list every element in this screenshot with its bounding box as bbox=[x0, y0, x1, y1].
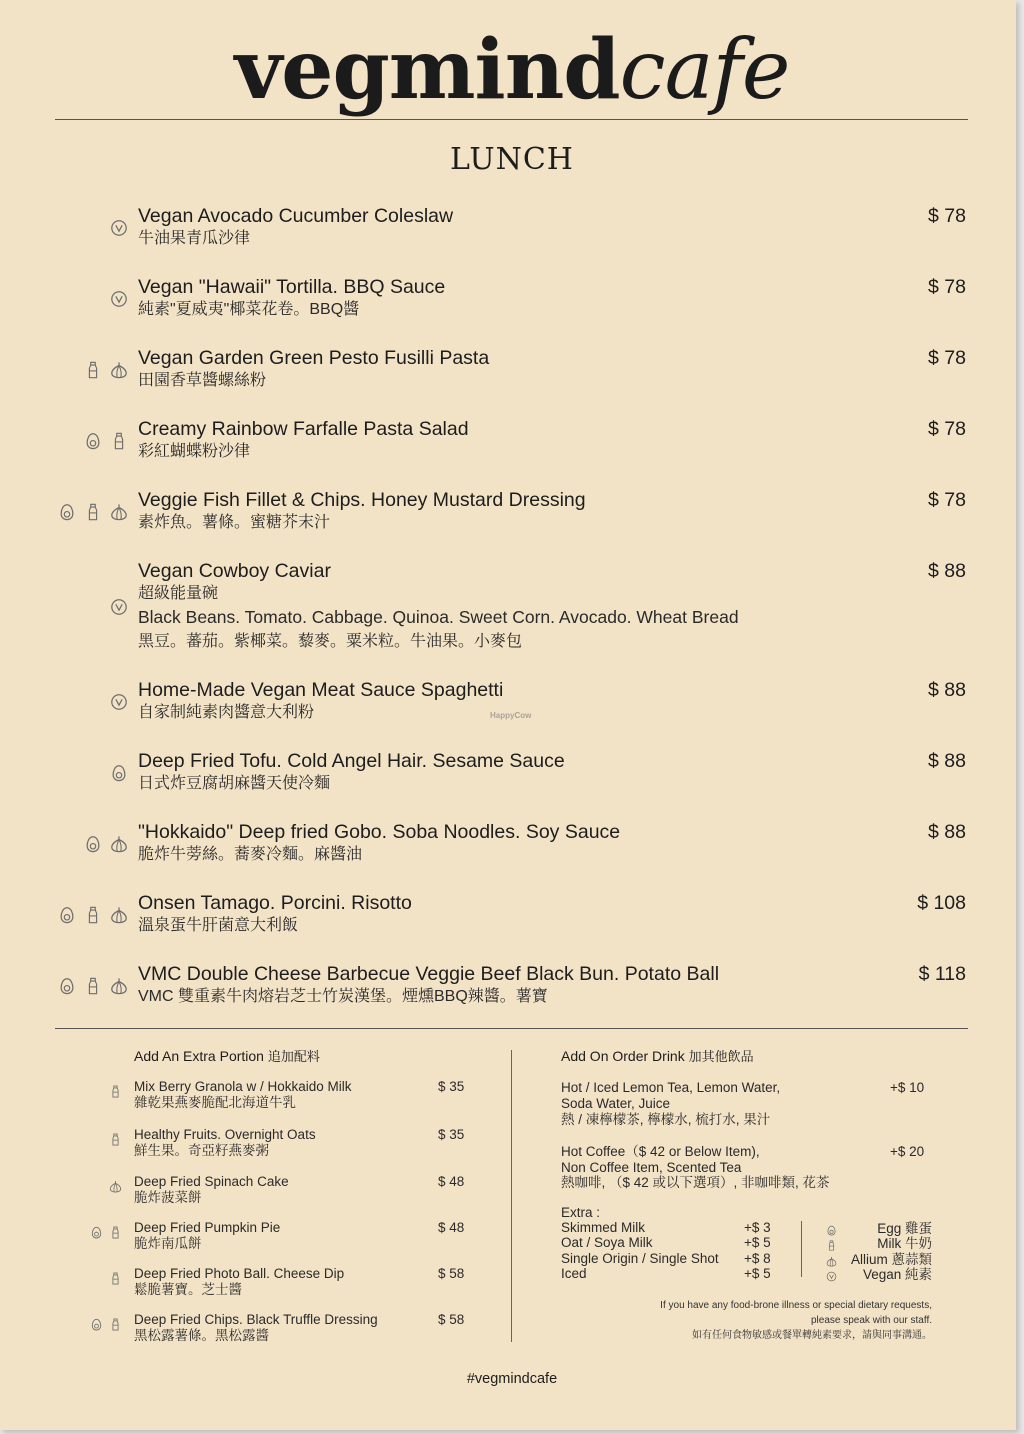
top-divider bbox=[55, 119, 968, 120]
lunch-item-price: $ 108 bbox=[917, 892, 966, 914]
drink-group-1-line3: 熱 / 凍檸檬茶, 檸檬水, 梳打水, 果汁 bbox=[561, 1112, 771, 1127]
lunch-item-icons bbox=[84, 432, 128, 450]
lunch-item-icons bbox=[58, 977, 128, 995]
lunch-item-price: $ 88 bbox=[928, 560, 966, 582]
egg-icon bbox=[84, 835, 102, 853]
milk-icon bbox=[84, 361, 102, 379]
lunch-item bbox=[0, 558, 1024, 656]
extra-item-name-zh: 鮮生果。奇亞籽燕麥粥 bbox=[134, 1143, 269, 1158]
extra-item-name: Mix Berry Granola w / Hokkaido Milk bbox=[134, 1079, 352, 1094]
drink-group-1-line1: Hot / Iced Lemon Tea, Lemon Water, bbox=[561, 1080, 781, 1095]
milk-icon bbox=[110, 432, 128, 450]
legend-label: Egg 雞蛋 bbox=[877, 1221, 932, 1236]
extra-item-icons bbox=[109, 1272, 122, 1285]
extra-portion-item bbox=[0, 1312, 500, 1344]
dietary-note-line1: If you have any food-brone illness or special dietary requests, bbox=[660, 1300, 932, 1311]
egg-icon bbox=[58, 906, 76, 924]
lunch-item bbox=[0, 274, 1024, 324]
legend-label: Vegan 純素 bbox=[862, 1266, 932, 1282]
lunch-item-price: $ 78 bbox=[928, 276, 966, 298]
extra-item-price: $ 48 bbox=[438, 1220, 465, 1235]
lunch-item-icons bbox=[58, 503, 128, 521]
drink-extra-label: Iced bbox=[561, 1265, 587, 1281]
extra-portion-item bbox=[0, 1079, 500, 1111]
brand-name-italic: cafe bbox=[619, 23, 790, 118]
egg-icon bbox=[110, 764, 128, 782]
lunch-item-icons bbox=[84, 835, 128, 853]
milk-icon bbox=[109, 1085, 122, 1098]
lunch-item-price: $ 78 bbox=[928, 205, 966, 227]
allium-icon bbox=[110, 977, 128, 995]
legend-label: Milk 牛奶 bbox=[877, 1236, 932, 1252]
lunch-item-ingredients: Black Beans. Tomato. Cabbage. Quinoa. Sweet Corn. Avocado. Wheat Bread bbox=[138, 607, 739, 627]
lunch-item-name-zh: VMC 雙重素牛肉熔岩芝士竹炭漢堡。煙燻BBQ辣醬。薯寶 bbox=[138, 988, 548, 1005]
vegan-icon bbox=[110, 693, 128, 711]
drink-group-1-line2: Soda Water, Juice bbox=[561, 1096, 671, 1111]
lunch-item bbox=[0, 487, 1024, 537]
lunch-item bbox=[0, 416, 1024, 466]
extra-item-icons bbox=[109, 1180, 122, 1193]
lunch-item-name: Veggie Fish Fillet & Chips. Honey Mustard Dressing bbox=[138, 489, 586, 511]
lunch-item bbox=[0, 890, 1024, 940]
lunch-item-name: Vegan "Hawaii" Tortilla. BBQ Sauce bbox=[138, 276, 446, 298]
brand-name-bold: vegmind bbox=[234, 22, 620, 118]
vegan-icon bbox=[110, 598, 128, 616]
lunch-item-price: $ 118 bbox=[918, 963, 966, 985]
egg-icon bbox=[58, 977, 76, 995]
lunch-item-name-zh: 彩紅蝴蝶粉沙律 bbox=[138, 443, 251, 460]
drink-extra-label: Single Origin / Single Shot bbox=[561, 1250, 719, 1266]
lunch-item-icons bbox=[58, 906, 128, 924]
drink-extra-label: Skimmed Milk bbox=[561, 1220, 646, 1235]
allium-icon bbox=[110, 503, 128, 521]
egg-icon bbox=[826, 1225, 837, 1236]
extra-item-price: $ 58 bbox=[438, 1312, 465, 1327]
order-drink-title: Add On Order Drink 加其他飲品 bbox=[561, 1048, 754, 1064]
extra-item-name-zh: 脆炸南瓜餅 bbox=[134, 1236, 202, 1251]
lunch-item-name-zh: 脆炸牛蒡絲。蕎麥冷麵。麻醬油 bbox=[138, 846, 363, 863]
lunch-item-name-zh: 牛油果青瓜沙律 bbox=[138, 230, 251, 247]
egg-icon bbox=[58, 503, 76, 521]
vegan-icon bbox=[110, 219, 128, 237]
drink-group-1-price: +$ 10 bbox=[890, 1080, 925, 1095]
extra-item-name: Deep Fried Photo Ball. Cheese Dip bbox=[134, 1266, 345, 1281]
drink-group-2-line3: 熱咖啡, （$ 42 或以下選項）, 非咖啡類, 花茶 bbox=[561, 1175, 830, 1190]
legend-icon bbox=[826, 1269, 837, 1287]
extra-item-name: Healthy Fruits. Overnight Oats bbox=[134, 1127, 316, 1142]
middle-divider bbox=[55, 1028, 968, 1029]
allium-icon bbox=[110, 835, 128, 853]
extra-portion-title: Add An Extra Portion 追加配料 bbox=[134, 1048, 320, 1064]
vegan-icon bbox=[826, 1271, 837, 1282]
milk-icon bbox=[109, 1318, 122, 1331]
lunch-item-name-zh: 超級能量碗 bbox=[138, 585, 219, 602]
egg-icon bbox=[90, 1226, 103, 1239]
section-title: LUNCH bbox=[450, 142, 574, 177]
lunch-item-price: $ 88 bbox=[928, 750, 966, 772]
drink-extra-label: Oat / Soya Milk bbox=[561, 1235, 653, 1251]
lunch-item bbox=[0, 961, 1024, 1011]
brand-logo bbox=[0, 22, 1024, 119]
extra-item-price: $ 48 bbox=[438, 1174, 465, 1189]
lunch-item-icons bbox=[110, 764, 128, 782]
column-divider bbox=[511, 1050, 512, 1342]
lunch-item-name-zh: 日式炸豆腐胡麻醬天使冷麵 bbox=[138, 775, 331, 792]
allium-icon bbox=[826, 1256, 837, 1267]
drink-extra-price: +$ 5 bbox=[744, 1235, 771, 1251]
lunch-item-name: Creamy Rainbow Farfalle Pasta Salad bbox=[138, 418, 469, 440]
drink-group-2-price: +$ 20 bbox=[890, 1144, 925, 1159]
egg-icon bbox=[90, 1318, 103, 1331]
legend-item bbox=[820, 1221, 932, 1236]
extra-item-price: $ 58 bbox=[438, 1266, 465, 1281]
lunch-item-price: $ 88 bbox=[928, 679, 966, 701]
drink-extra-price: +$ 8 bbox=[744, 1250, 771, 1266]
lunch-item-icons bbox=[110, 219, 128, 237]
lunch-item-name: Vegan Cowboy Caviar bbox=[138, 560, 331, 582]
extra-item-price: $ 35 bbox=[438, 1079, 465, 1094]
drink-extra-price: +$ 3 bbox=[744, 1220, 771, 1235]
lunch-item-price: $ 88 bbox=[928, 821, 966, 843]
lunch-item-icons bbox=[110, 598, 128, 616]
lunch-item-name-zh: 自家制純素肉醬意大利粉 bbox=[138, 704, 315, 721]
lunch-item-name: Onsen Tamago. Porcini. Risotto bbox=[138, 892, 412, 914]
extra-item-name-zh: 雜乾果燕麥脆配北海道牛乳 bbox=[134, 1095, 296, 1110]
drink-group-2-line2: Non Coffee Item, Scented Tea bbox=[561, 1160, 742, 1175]
lunch-item-name-zh: 溫泉蛋牛肝菌意大利飯 bbox=[138, 917, 299, 934]
lunch-item-name: Vegan Avocado Cucumber Coleslaw bbox=[138, 205, 454, 227]
extra-portion-item bbox=[0, 1174, 500, 1206]
milk-icon bbox=[84, 503, 102, 521]
dietary-note-line3: 如有任何食物敏感或餐單轉純素要求，請與同事溝通。 bbox=[692, 1330, 932, 1341]
lunch-item bbox=[0, 345, 1024, 395]
milk-icon bbox=[84, 906, 102, 924]
drink-extra-price: +$ 5 bbox=[744, 1265, 771, 1281]
extra-item-icons bbox=[109, 1085, 122, 1098]
lunch-item-name: Home-Made Vegan Meat Sauce Spaghetti bbox=[138, 679, 504, 701]
legend-divider bbox=[801, 1221, 802, 1277]
extra-item-name-zh: 脆炸菠菜餅 bbox=[134, 1190, 202, 1205]
lunch-item-name: Vegan Garden Green Pesto Fusilli Pasta bbox=[138, 347, 490, 369]
lunch-item-price: $ 78 bbox=[928, 347, 966, 369]
allium-icon bbox=[109, 1180, 122, 1193]
dietary-note-line2: please speak with our staff. bbox=[811, 1315, 932, 1326]
legend-item bbox=[820, 1252, 932, 1267]
extra-item-icons bbox=[90, 1226, 122, 1239]
extra-item-name: Deep Fried Chips. Black Truffle Dressing bbox=[134, 1312, 378, 1327]
vegan-icon bbox=[110, 290, 128, 308]
lunch-item-name: "Hokkaido" Deep fried Gobo. Soba Noodles. Soy Sauce bbox=[138, 821, 621, 843]
drink-extra-title: Extra : bbox=[561, 1205, 601, 1220]
milk-icon bbox=[109, 1272, 122, 1285]
extra-item-icons bbox=[90, 1318, 122, 1331]
milk-icon bbox=[109, 1133, 122, 1146]
lunch-item-name-zh: 田園香草醬螺絲粉 bbox=[138, 372, 267, 389]
egg-icon bbox=[84, 432, 102, 450]
hashtag: #vegmindcafe bbox=[466, 1371, 558, 1387]
lunch-item-name-zh: 素炸魚。薯條。蜜糖芥末汁 bbox=[138, 514, 331, 531]
extra-item-icons bbox=[109, 1133, 122, 1146]
lunch-item-icons bbox=[84, 361, 128, 379]
lunch-item-price: $ 78 bbox=[928, 489, 966, 511]
extra-item-name-zh: 鬆脆薯寶。芝士醬 bbox=[134, 1282, 242, 1297]
watermark: HappyCow bbox=[490, 711, 532, 720]
lunch-item-icons bbox=[110, 693, 128, 711]
lunch-item-price: $ 78 bbox=[928, 418, 966, 440]
legend-item bbox=[820, 1236, 932, 1251]
legend-item bbox=[820, 1267, 932, 1282]
extra-item-name: Deep Fried Spinach Cake bbox=[134, 1174, 289, 1189]
allium-icon bbox=[110, 361, 128, 379]
extra-portion-item bbox=[0, 1220, 500, 1252]
lunch-item bbox=[0, 819, 1024, 869]
lunch-item bbox=[0, 203, 1024, 253]
milk-icon bbox=[84, 977, 102, 995]
drink-group-2-line1: Hot Coffee（$ 42 or Below Item), bbox=[561, 1144, 760, 1159]
extra-item-name-zh: 黑松露薯條。黑松露醬 bbox=[134, 1328, 269, 1343]
extra-portion-item bbox=[0, 1266, 500, 1298]
milk-icon bbox=[109, 1226, 122, 1239]
lunch-item-name-zh: 純素"夏威夷"椰菜花卷。BBQ醬 bbox=[138, 301, 360, 318]
legend-label: Allium 蔥蒜類 bbox=[850, 1251, 932, 1267]
extra-portion-item bbox=[0, 1127, 500, 1159]
lunch-item-name: Deep Fried Tofu. Cold Angel Hair. Sesame Sauce bbox=[138, 750, 565, 772]
extra-item-price: $ 35 bbox=[438, 1127, 465, 1142]
lunch-item-ingredients-zh: 黑豆。蕃茄。紫椰菜。藜麥。粟米粒。牛油果。小麥包 bbox=[138, 633, 523, 650]
extra-item-name: Deep Fried Pumpkin Pie bbox=[134, 1220, 281, 1235]
lunch-item-name: VMC Double Cheese Barbecue Veggie Beef Black Bun. Potato Ball bbox=[138, 963, 720, 985]
allium-icon bbox=[110, 906, 128, 924]
milk-icon bbox=[826, 1240, 837, 1251]
lunch-item bbox=[0, 748, 1024, 798]
lunch-item-icons bbox=[110, 290, 128, 308]
